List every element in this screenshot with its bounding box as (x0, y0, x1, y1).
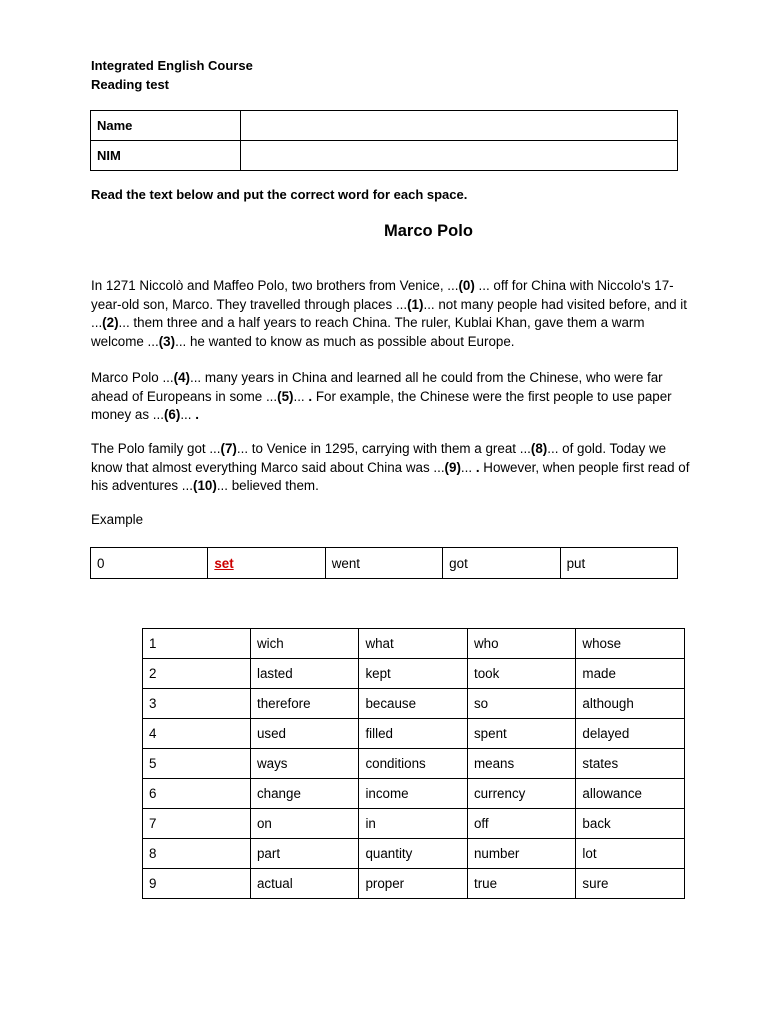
passage-text: ... (180, 407, 196, 423)
gap-marker: (9) (444, 459, 461, 475)
question-option: true (467, 869, 575, 899)
question-option: income (359, 779, 468, 809)
example-table (90, 547, 678, 579)
question-option: states (576, 749, 685, 779)
question-option: because (359, 689, 468, 719)
question-number: 8 (143, 839, 251, 869)
question-option: used (250, 719, 358, 749)
question-row (143, 719, 685, 749)
gap-marker: (5) (277, 388, 294, 404)
question-option: ways (250, 749, 358, 779)
example-number: 0 (91, 548, 208, 579)
question-option: who (467, 629, 575, 659)
passage-text: ... believed them. (216, 478, 319, 494)
question-option: filled (359, 719, 468, 749)
question-number: 9 (143, 869, 251, 899)
student-id-table (90, 110, 678, 171)
document-header (91, 56, 253, 94)
question-option: delayed (576, 719, 685, 749)
passage-title: Marco Polo (384, 222, 473, 240)
question-option: spent (467, 719, 575, 749)
passage-paragraph-2 (91, 369, 691, 425)
question-option: currency (467, 779, 575, 809)
question-option: change (250, 779, 358, 809)
question-options-table (142, 628, 685, 899)
question-option: took (467, 659, 575, 689)
nim-field[interactable] (241, 141, 678, 171)
gap-marker: (0) (458, 278, 475, 293)
instruction-text: Read the text below and put the correct word for each space. (91, 187, 468, 202)
passage-text: ... he wanted to know as much as possible about Europe. (175, 334, 515, 350)
gap-marker: . (195, 407, 199, 423)
gap-marker: (6) (163, 407, 181, 423)
gap-marker: (2) (102, 315, 119, 331)
example-option-answer (208, 548, 325, 579)
name-label: Name (91, 111, 241, 141)
passage-text: In 1271 Niccolò and Maffeo Polo, two brothers from Venice, ... (91, 278, 459, 293)
question-row (143, 689, 685, 719)
question-option: sure (576, 869, 685, 899)
gap-marker: (3) (158, 334, 176, 350)
question-row (143, 659, 685, 689)
gap-marker: . (308, 388, 313, 404)
question-number: 5 (143, 749, 251, 779)
question-option: in (359, 809, 468, 839)
question-option: actual (250, 869, 358, 899)
question-row (143, 749, 685, 779)
name-field[interactable] (241, 111, 678, 141)
gap-marker: (8) (530, 441, 548, 456)
passage-text: ... to Venice in 1295, carrying with them a great ... (236, 441, 531, 456)
example-answer: set (214, 555, 234, 571)
question-row (143, 779, 685, 809)
nim-label: NIM (91, 141, 241, 171)
question-option: lasted (250, 659, 358, 689)
question-option: what (359, 629, 468, 659)
passage-text: ... (460, 459, 476, 475)
question-option: made (576, 659, 685, 689)
question-row (143, 629, 685, 659)
name-row (91, 111, 678, 141)
passage-paragraph-3 (91, 440, 691, 496)
question-option: back (576, 809, 685, 839)
question-option: proper (359, 869, 468, 899)
question-option: allowance (576, 779, 685, 809)
passage-text: ... off for China with Niccolo's 17-year-old son, Marco. They travelled through places ... (91, 278, 674, 312)
course-title: Integrated English Course (91, 58, 253, 73)
question-option: quantity (359, 839, 468, 869)
example-label: Example (91, 512, 144, 527)
question-number: 6 (143, 779, 251, 809)
question-number: 1 (143, 629, 251, 659)
nim-row (91, 141, 678, 171)
question-option: kept (359, 659, 468, 689)
question-number: 4 (143, 719, 251, 749)
question-option: number (467, 839, 575, 869)
gap-marker: (7) (220, 441, 237, 456)
passage-text: Marco Polo ... (91, 370, 174, 385)
question-option: wich (250, 629, 358, 659)
passage-text: The Polo family got ... (91, 441, 221, 456)
passage-text: ... them three and a half years to reach China. The ruler, Kublai Khan, gave them a warm welcome ... (91, 315, 645, 350)
example-row (91, 548, 678, 579)
question-number: 7 (143, 809, 251, 839)
passage-text: ... (293, 388, 309, 404)
question-option: off (467, 809, 575, 839)
gap-marker: (4) (173, 370, 190, 385)
passage-text: ... of gold. Today we know that almost everything Marco said about China was ... (91, 441, 667, 475)
question-option: so (467, 689, 575, 719)
gap-marker: . (475, 459, 480, 475)
question-option: part (250, 839, 358, 869)
question-row (143, 869, 685, 899)
question-number: 3 (143, 689, 251, 719)
question-option: conditions (359, 749, 468, 779)
passage-text: ... many years in China and learned all he could from the Chinese, who were far ahead of Europeans in some ... (91, 370, 663, 404)
question-option: although (576, 689, 685, 719)
question-number: 2 (143, 659, 251, 689)
question-option: means (467, 749, 575, 779)
passage-text: However, when people first read of his adventures ... (91, 459, 690, 494)
example-option: put (560, 548, 677, 579)
example-option: went (325, 548, 442, 579)
example-option: got (443, 548, 560, 579)
question-row (143, 839, 685, 869)
question-row (143, 809, 685, 839)
gap-marker: (1) (407, 296, 424, 312)
gap-marker: (10) (192, 478, 217, 494)
question-option: on (250, 809, 358, 839)
passage-text: ... not many people had visited before, and it ... (91, 296, 687, 331)
passage-text: For example, the Chinese were the first people to use paper money as ... (91, 388, 672, 423)
test-title: Reading test (91, 77, 170, 92)
passage-paragraph-1 (91, 277, 691, 352)
question-option: lot (576, 839, 685, 869)
question-option: therefore (250, 689, 358, 719)
question-option: whose (576, 629, 685, 659)
